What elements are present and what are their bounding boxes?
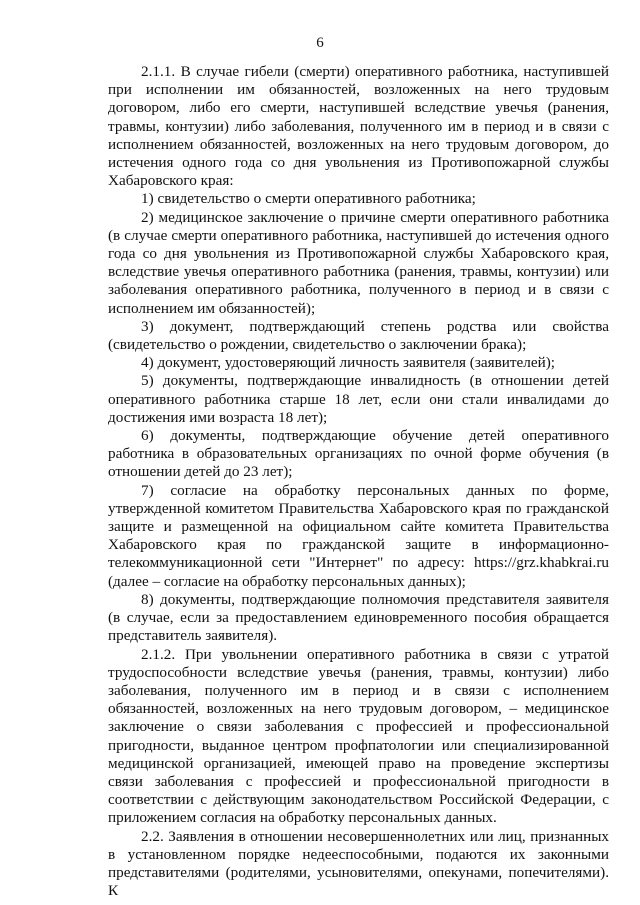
- list-item-5: 5) документы, подтверждающие инвалидность (в отношении детей оперативного работника старше 18 лет, если они стали инвалидами до достижения ими возраста 18 лет);: [108, 372, 609, 426]
- list-item-4: 4) документ, удостоверяющий личность заявителя (заявителей);: [141, 354, 555, 372]
- paragraph-2-2: 2.2. Заявления в отношении несовершеннолетних или лиц, признанных в установленном порядке недееспособными, подаются их законными представителями (родителями, усыновителями, опекунами, попечителями). К: [108, 827, 609, 900]
- list-item-1: 1) свидетельство о смерти оперативного работника;: [141, 190, 476, 208]
- list-item-3: 3) документ, подтверждающий степень родства или свойства (свидетельство о рождении, свидетельство о заключении брака);: [108, 317, 609, 354]
- paragraph-2-1-2: 2.1.2. При увольнении оперативного работника в связи с утратой трудоспособности вследствие увечья (ранения, травмы, контузии) либо заболевания, полученного им в период и в связи с исполнением обязанностей, возложенных на него трудовым договором, – медицинское заключение о связи заболевания с профессией и профессиональной пригодности, выданное центром профпатологии или специализированной медицинской организацией, имеющей право на проведение экспертизы связи заболевания с профессией и профессиональной пригодности в соответствии с действующим законодательством Российской Федерации, с приложением согласия на обработку персональных данных.: [108, 645, 609, 827]
- list-item-6: 6) документы, подтверждающие обучение детей оперативного работника в образовательных организациях по очной форме обучения (в отношении детей до 23 лет);: [108, 427, 609, 481]
- paragraph-2-1-1: 2.1.1. В случае гибели (смерти) оперативного работника, наступившей при исполнении им обязанностей, возложенных на него трудовым договором, либо его смерти, наступившей вследствие увечья (ранения, травмы, контузии) либо заболевания, полученного им в период и в связи с исполнением обязанностей, возложенных на него трудовым договором, до истечения одного года со дня увольнения из Противопожарной службы Хабаровского края:: [108, 63, 609, 190]
- page-number: 6: [316, 35, 324, 51]
- list-item-7: 7) согласие на обработку персональных данных по форме, утвержденной комитетом Правительства Хабаровского края по гражданской защите и размещенной на официальном сайте комитета Правительства Хабаровского края по гражданской защите в информационно-телекоммуникационной сети "Интернет" по адресу: https://grz.khabkrai.ru (далее – согласие на обработку персональных данных);: [108, 481, 609, 590]
- document-body: [108, 63, 609, 900]
- list-item-2: 2) медицинское заключение о причине смерти оперативного работника (в случае смерти оперативного работника, наступившей до истечения одного года со дня увольнения из Противопожарной службы Хабаровского края, вследствие увечья оперативного работника (ранения, травмы, контузии) или заболевания оперативного работника, полученного в период и в связи с исполнением им обязанностей);: [108, 208, 609, 317]
- list-item-8: 8) документы, подтверждающие полномочия представителя заявителя (в случае, если за предоставлением единовременного пособия обращается представитель заявителя).: [108, 590, 609, 645]
